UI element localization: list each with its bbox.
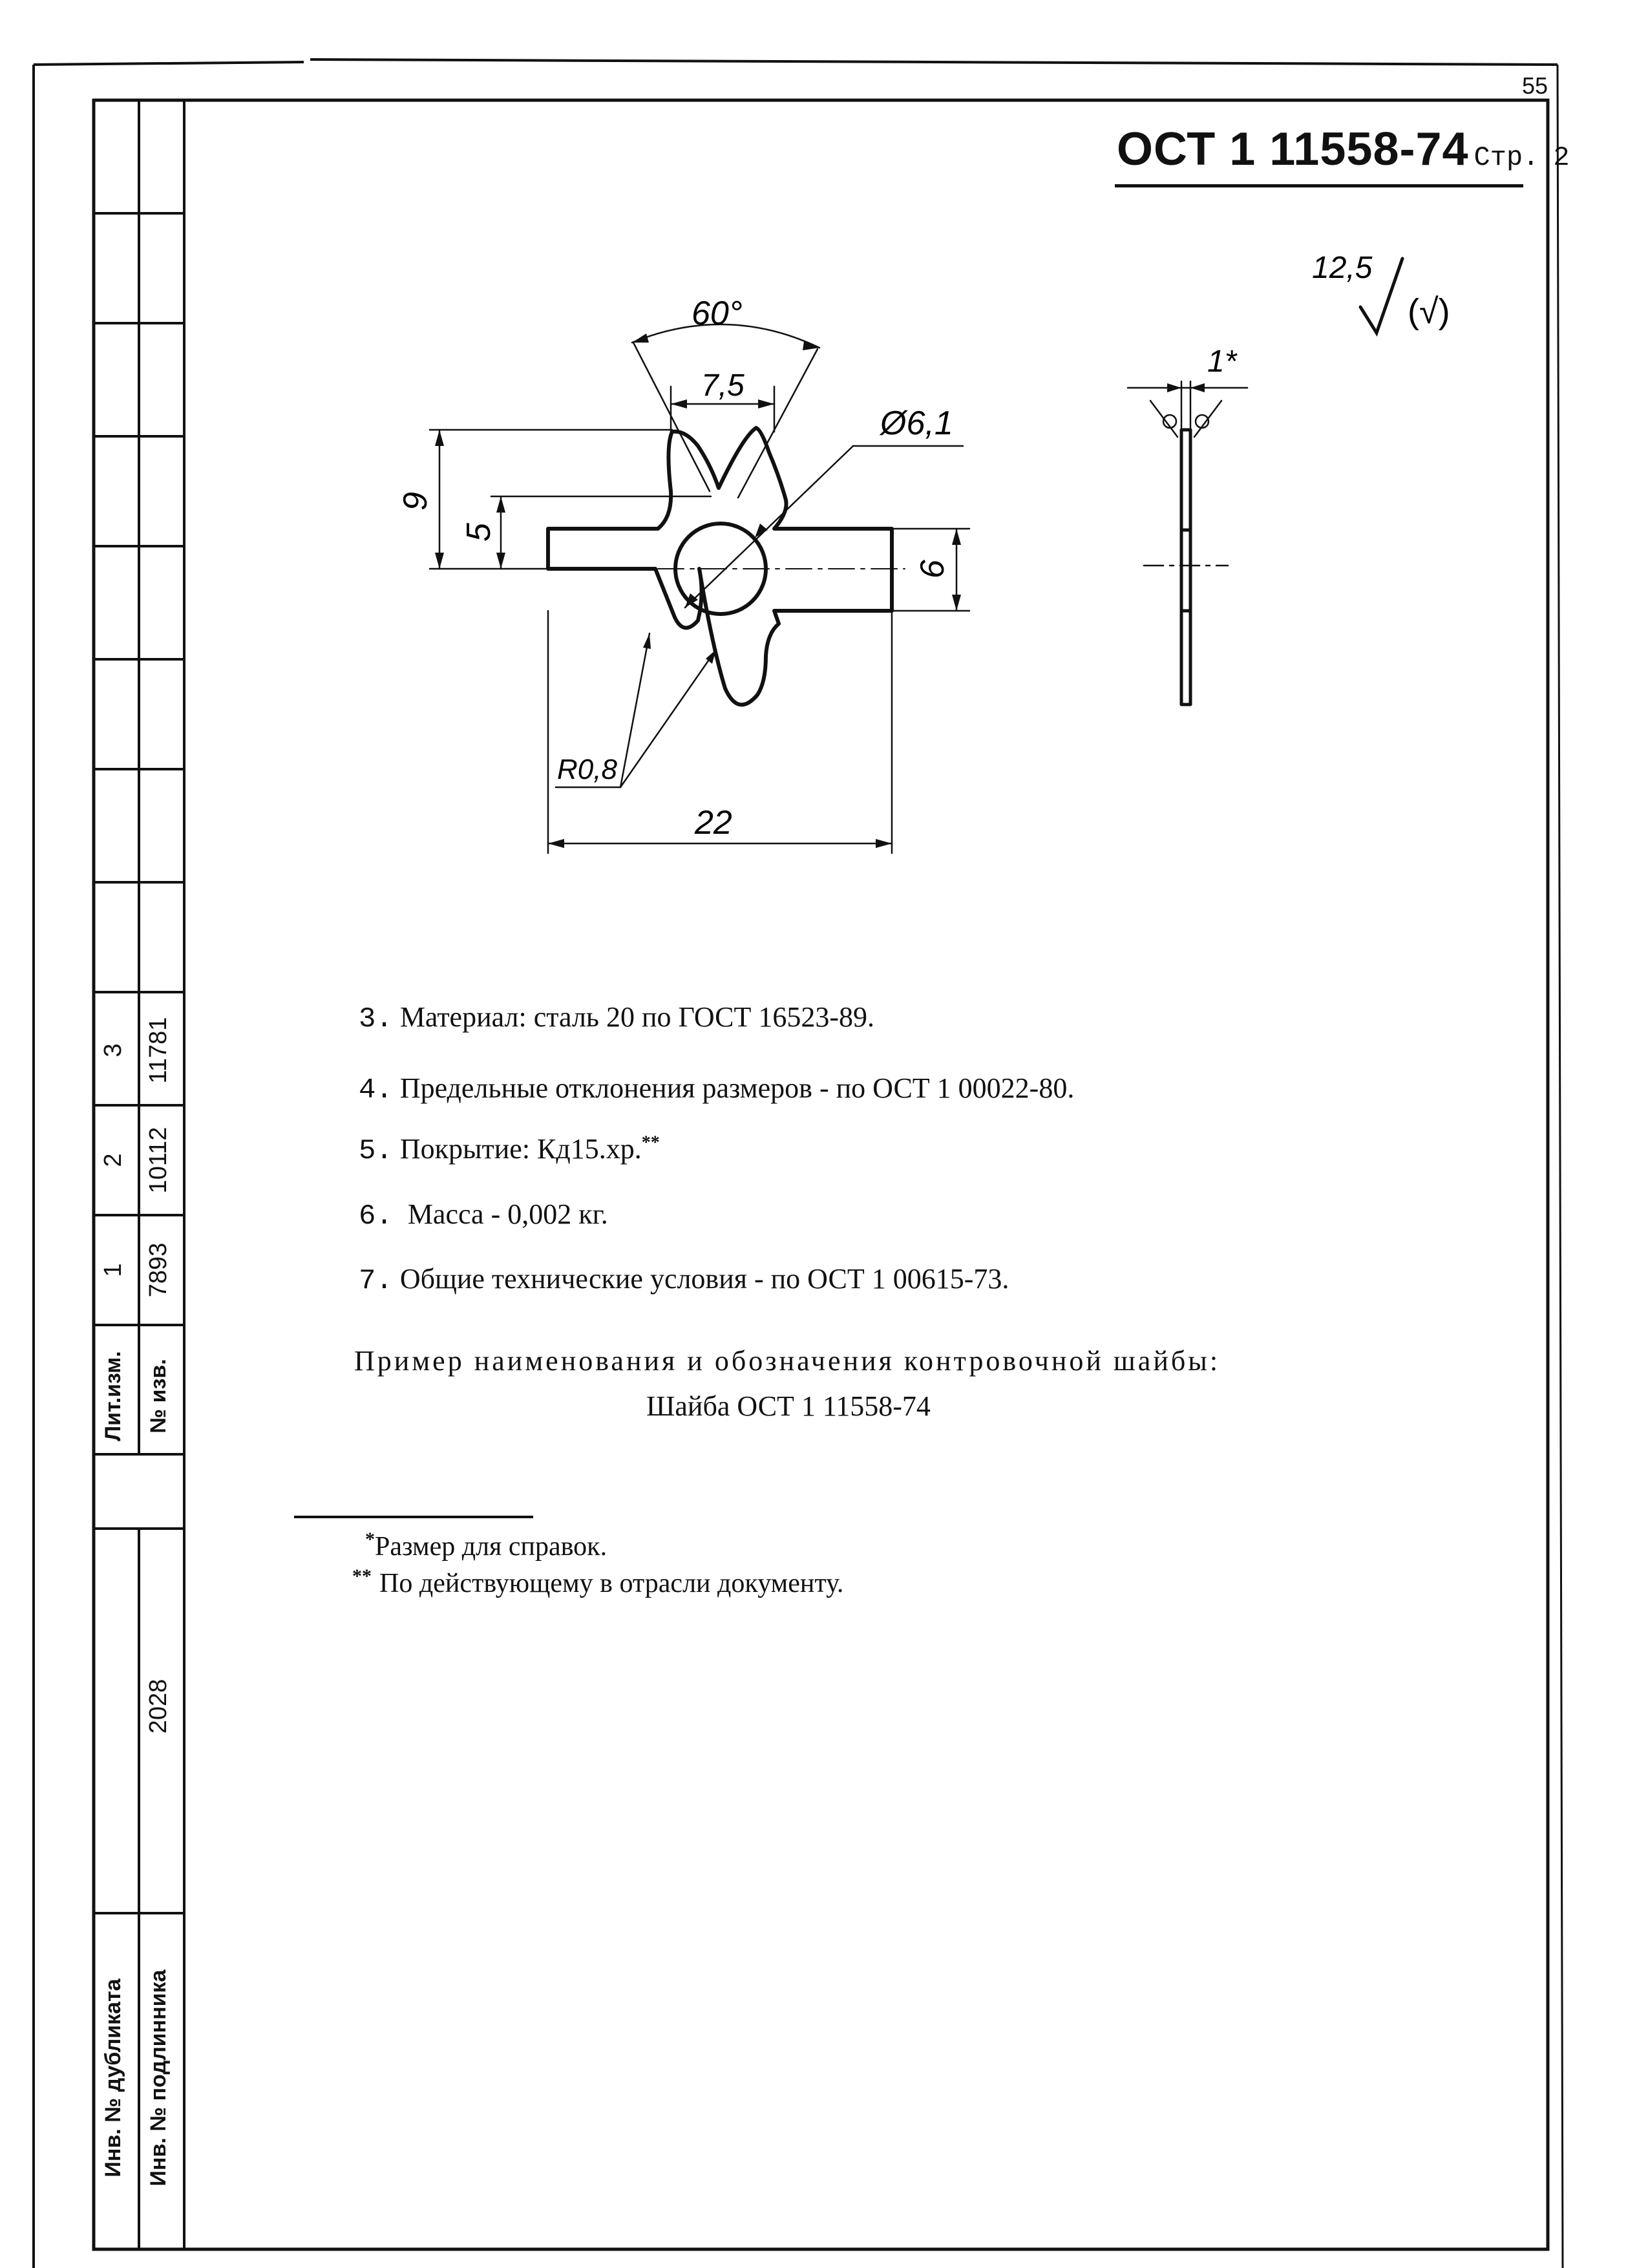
side-dup-label: Инв. № дубликата <box>101 1978 125 2178</box>
note-5-mark: ** <box>641 1132 660 1153</box>
doc-code: ОСТ 1 11558-74 <box>1117 123 1469 175</box>
dim-height-9: 9 <box>397 492 434 511</box>
footnote-1: *Размер для справок. <box>365 1529 607 1562</box>
note-6: 6. Масса - 0,002 кг. <box>359 1198 608 1233</box>
side-izv-1: 7893 <box>145 1242 172 1298</box>
dim-thickness: 1* <box>1207 344 1237 379</box>
document-header <box>1117 123 1570 176</box>
note-4: 4. Предельные отклонения размеров - по ОСТ 1 00022-80. <box>359 1072 1075 1107</box>
dim-width-top: 7,5 <box>701 368 745 403</box>
washer-drawing <box>362 265 1267 885</box>
header-underline <box>1115 184 1523 187</box>
dim-angle: 60° <box>692 295 743 332</box>
side-lit-label: Лит.изм. <box>101 1351 125 1441</box>
note-5: 5. Покрытие: Кд15.хр.** <box>359 1132 660 1167</box>
dim-height-5: 5 <box>460 523 498 542</box>
dim-diameter: Ø6,1 <box>880 405 953 442</box>
footnote-1-mark: * <box>365 1529 375 1550</box>
side-orig-label: Инв. № подлинника <box>146 1969 171 2187</box>
roughness-other: (√) <box>1408 292 1450 331</box>
footnote-2-mark: ** <box>352 1565 372 1587</box>
page-no: 2 <box>1553 142 1570 173</box>
page-number: 55 <box>1522 72 1548 99</box>
roughness-symbol <box>1312 246 1525 349</box>
side-izv-2: 10112 <box>145 1127 172 1194</box>
example-value: Шайба ОСТ 1 11558-74 <box>646 1390 931 1422</box>
side-izv-label: № изв. <box>146 1359 171 1434</box>
dim-height-6: 6 <box>914 560 951 578</box>
footnote-2: ** По действующему в отрасли документу. <box>352 1565 844 1598</box>
side-lit-1: 1 <box>100 1263 127 1277</box>
roughness-value: 12,5 <box>1312 251 1373 285</box>
side-lit-3: 3 <box>100 1043 127 1057</box>
note-3: 3. Материал: сталь 20 по ГОСТ 16523-89. <box>359 1001 875 1035</box>
dim-overall: 22 <box>695 804 732 842</box>
example-title: Пример наименования и обозначения контровочной шайбы: <box>354 1345 1221 1377</box>
footnote-rule <box>294 1516 533 1518</box>
side-izv-3: 11781 <box>145 1017 172 1084</box>
note-7: 7. Общие технические условия - по ОСТ 1 00615-73. <box>359 1263 1009 1297</box>
page-label: Стр. <box>1474 142 1539 173</box>
side-orig-value: 2028 <box>145 1679 172 1734</box>
side-lit-2: 2 <box>100 1153 127 1167</box>
dim-radius: R0,8 <box>557 754 617 785</box>
